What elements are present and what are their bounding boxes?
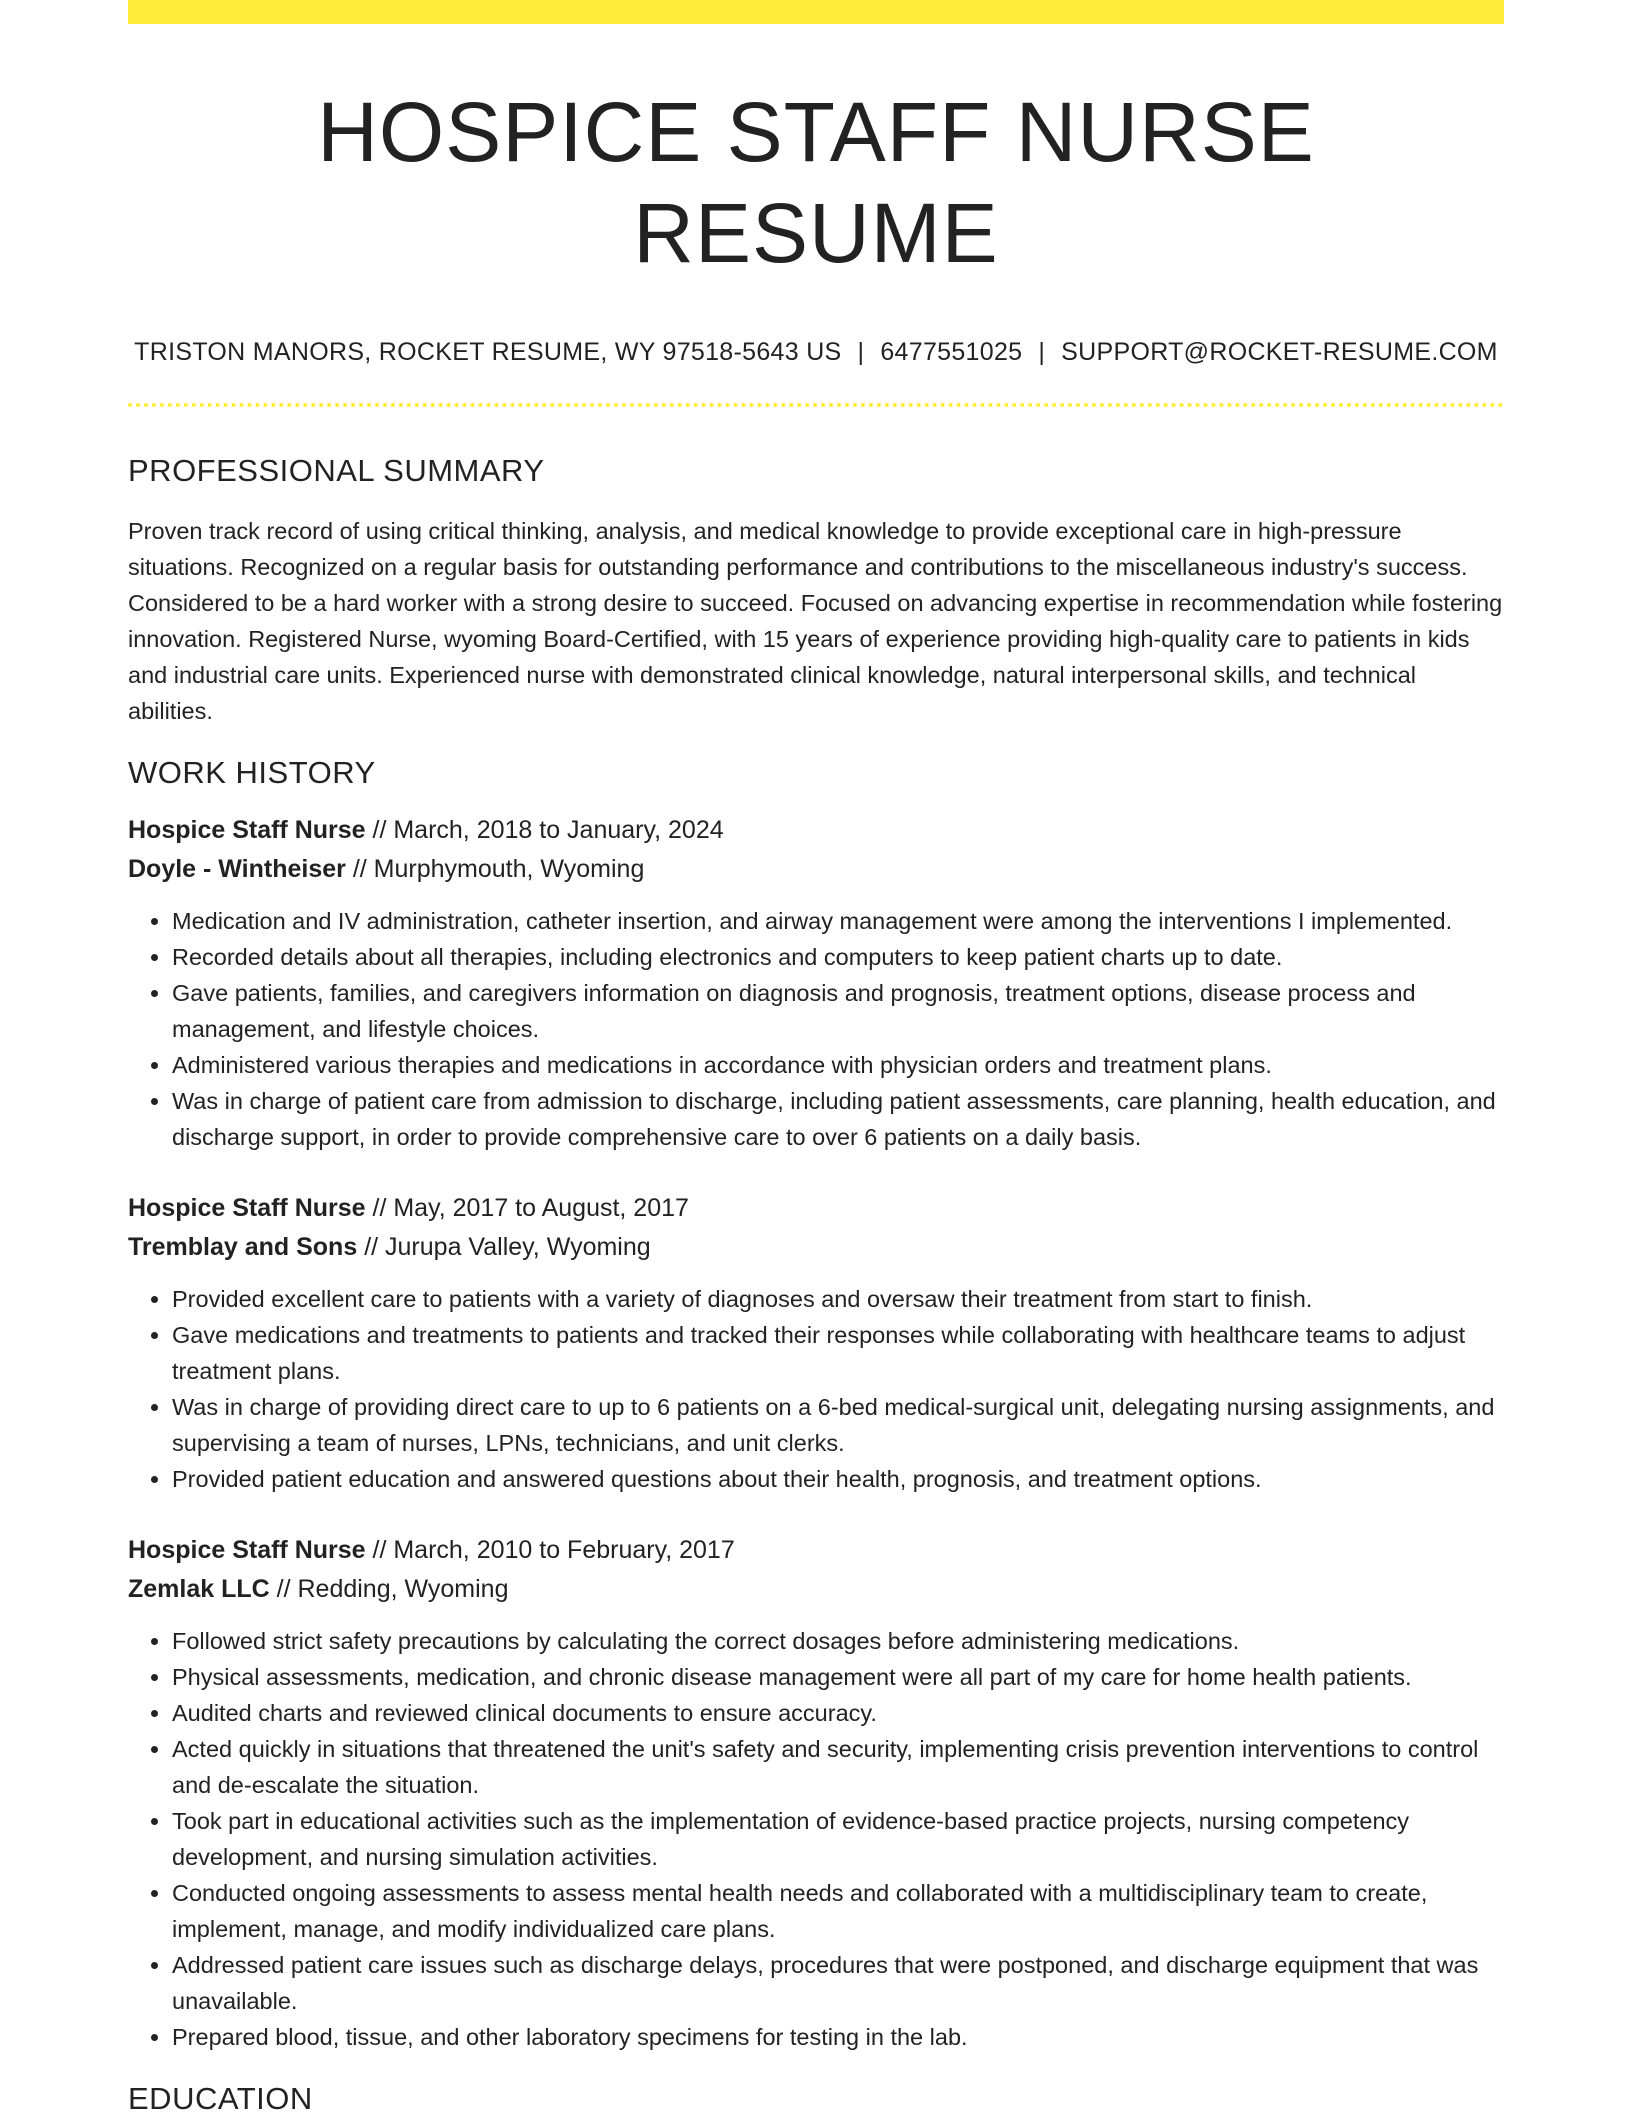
job-bullet: • Conducted ongoing assessments to assess mental health needs and collaborated with a multidisciplinary team to create, implement, manage, and modify individualized care plans. [172,1875,1504,1947]
job-entry [128,1189,1504,1497]
job-role: Hospice Staff Nurse [128,1193,366,1222]
job-location: // Murphymouth, Wyoming [345,854,645,883]
contact-phone: 6477551025 [880,337,1023,366]
job-bullet: • Gave medications and treatments to patients and tracked their responses while collaborating with healthcare teams to adjust treatment plans. [172,1317,1504,1389]
job-dates: // March, 2010 to February, 2017 [365,1535,735,1564]
job-bullet: • Prepared blood, tissue, and other laboratory specimens for testing in the lab. [172,2019,1504,2055]
job-bullet: • Audited charts and reviewed clinical documents to ensure accuracy. [172,1695,1504,1731]
job-location: // Redding, Wyoming [269,1574,509,1603]
job-dates: // March, 2018 to January, 2024 [365,815,724,844]
job-entry [128,1531,1504,2055]
job-role-line [128,1189,1504,1228]
job-bullet: • Addressed patient care issues such as discharge delays, procedures that were postponed, and discharge equipment that was unavailable. [172,1947,1504,2019]
job-role: Hospice Staff Nurse [128,815,366,844]
job-company-line [128,1570,1504,1609]
contact-email: SUPPORT@ROCKET-RESUME.COM [1061,337,1498,366]
job-bullets [128,1281,1504,1497]
accent-bar [128,0,1504,24]
job-company: Zemlak LLC [128,1574,270,1603]
job-dates: // May, 2017 to August, 2017 [365,1193,689,1222]
resume-title: HOSPICE STAFF NURSE RESUME [317,85,1315,280]
summary-text: Proven track record of using critical thinking, analysis, and medical knowledge to provide exceptional care in high-pressure situations. Recognized on a regular basis for outstanding performance and contributions to the miscellaneous industry's success. Considered to be a hard worker with a strong desire to succeed. Focused on advancing expertise in recommendation while fostering innovation. Registered Nurse, wyoming Board-Certified, with 15 years of experience providing high-quality care to patients in kids and industrial care units. Experienced nurse with demonstrated clinical knowledge, natural interpersonal skills, and technical abilities. [128,517,1503,724]
education-heading: EDUCATION [128,2080,313,2116]
dotted-divider [128,403,1504,407]
job-company-line [128,850,1504,889]
work-history-heading: WORK HISTORY [128,754,376,790]
job-bullet: • Provided patient education and answered questions about their health, prognosis, and treatment options. [172,1461,1504,1497]
contact-separator: | [1038,337,1046,366]
job-bullet: • Was in charge of patient care from admission to discharge, including patient assessments, care planning, health education, and discharge support, in order to provide comprehensive care to over 6 patients on a daily basis. [172,1083,1504,1155]
job-bullet: • Medication and IV administration, catheter insertion, and airway management were among the interventions I implemented. [172,903,1504,939]
job-bullets [128,903,1504,1155]
job-role: Hospice Staff Nurse [128,1535,366,1564]
job-bullet: • Physical assessments, medication, and chronic disease management were all part of my care for home health patients. [172,1659,1504,1695]
job-role-line [128,1531,1504,1570]
job-bullet: • Gave patients, families, and caregivers information on diagnosis and prognosis, treatment options, disease process and management, and lifestyle choices. [172,975,1504,1047]
job-bullets [128,1623,1504,2055]
job-company-line [128,1228,1504,1267]
job-bullet: • Was in charge of providing direct care to up to 6 patients on a 6-bed medical-surgical unit, delegating nursing assignments, and supervising a team of nurses, LPNs, technicians, and unit clerks. [172,1389,1504,1461]
contact-separator: | [857,337,865,366]
job-company: Tremblay and Sons [128,1232,358,1261]
job-bullet: • Administered various therapies and medications in accordance with physician orders and treatment plans. [172,1047,1504,1083]
job-bullet: • Acted quickly in situations that threatened the unit's safety and security, implementing crisis prevention interventions to control and de-escalate the situation. [172,1731,1504,1803]
job-location: // Jurupa Valley, Wyoming [357,1232,651,1261]
summary-heading: PROFESSIONAL SUMMARY [128,452,545,488]
job-company: Doyle - Wintheiser [128,854,346,883]
contact-line [128,338,1504,367]
resume-page [128,0,1504,2117]
job-bullet: • Recorded details about all therapies, including electronics and computers to keep patient charts up to date. [172,939,1504,975]
contact-address: TRISTON MANORS, ROCKET RESUME, WY 97518-5643 US [134,337,842,366]
job-bullet: • Followed strict safety precautions by calculating the correct dosages before administering medications. [172,1623,1504,1659]
job-role-line [128,811,1504,850]
job-bullet: • Took part in educational activities such as the implementation of evidence-based practice projects, nursing competency development, and nursing simulation activities. [172,1803,1504,1875]
job-bullet: • Provided excellent care to patients with a variety of diagnoses and oversaw their treatment from start to finish. [172,1281,1504,1317]
job-entry [128,811,1504,1155]
